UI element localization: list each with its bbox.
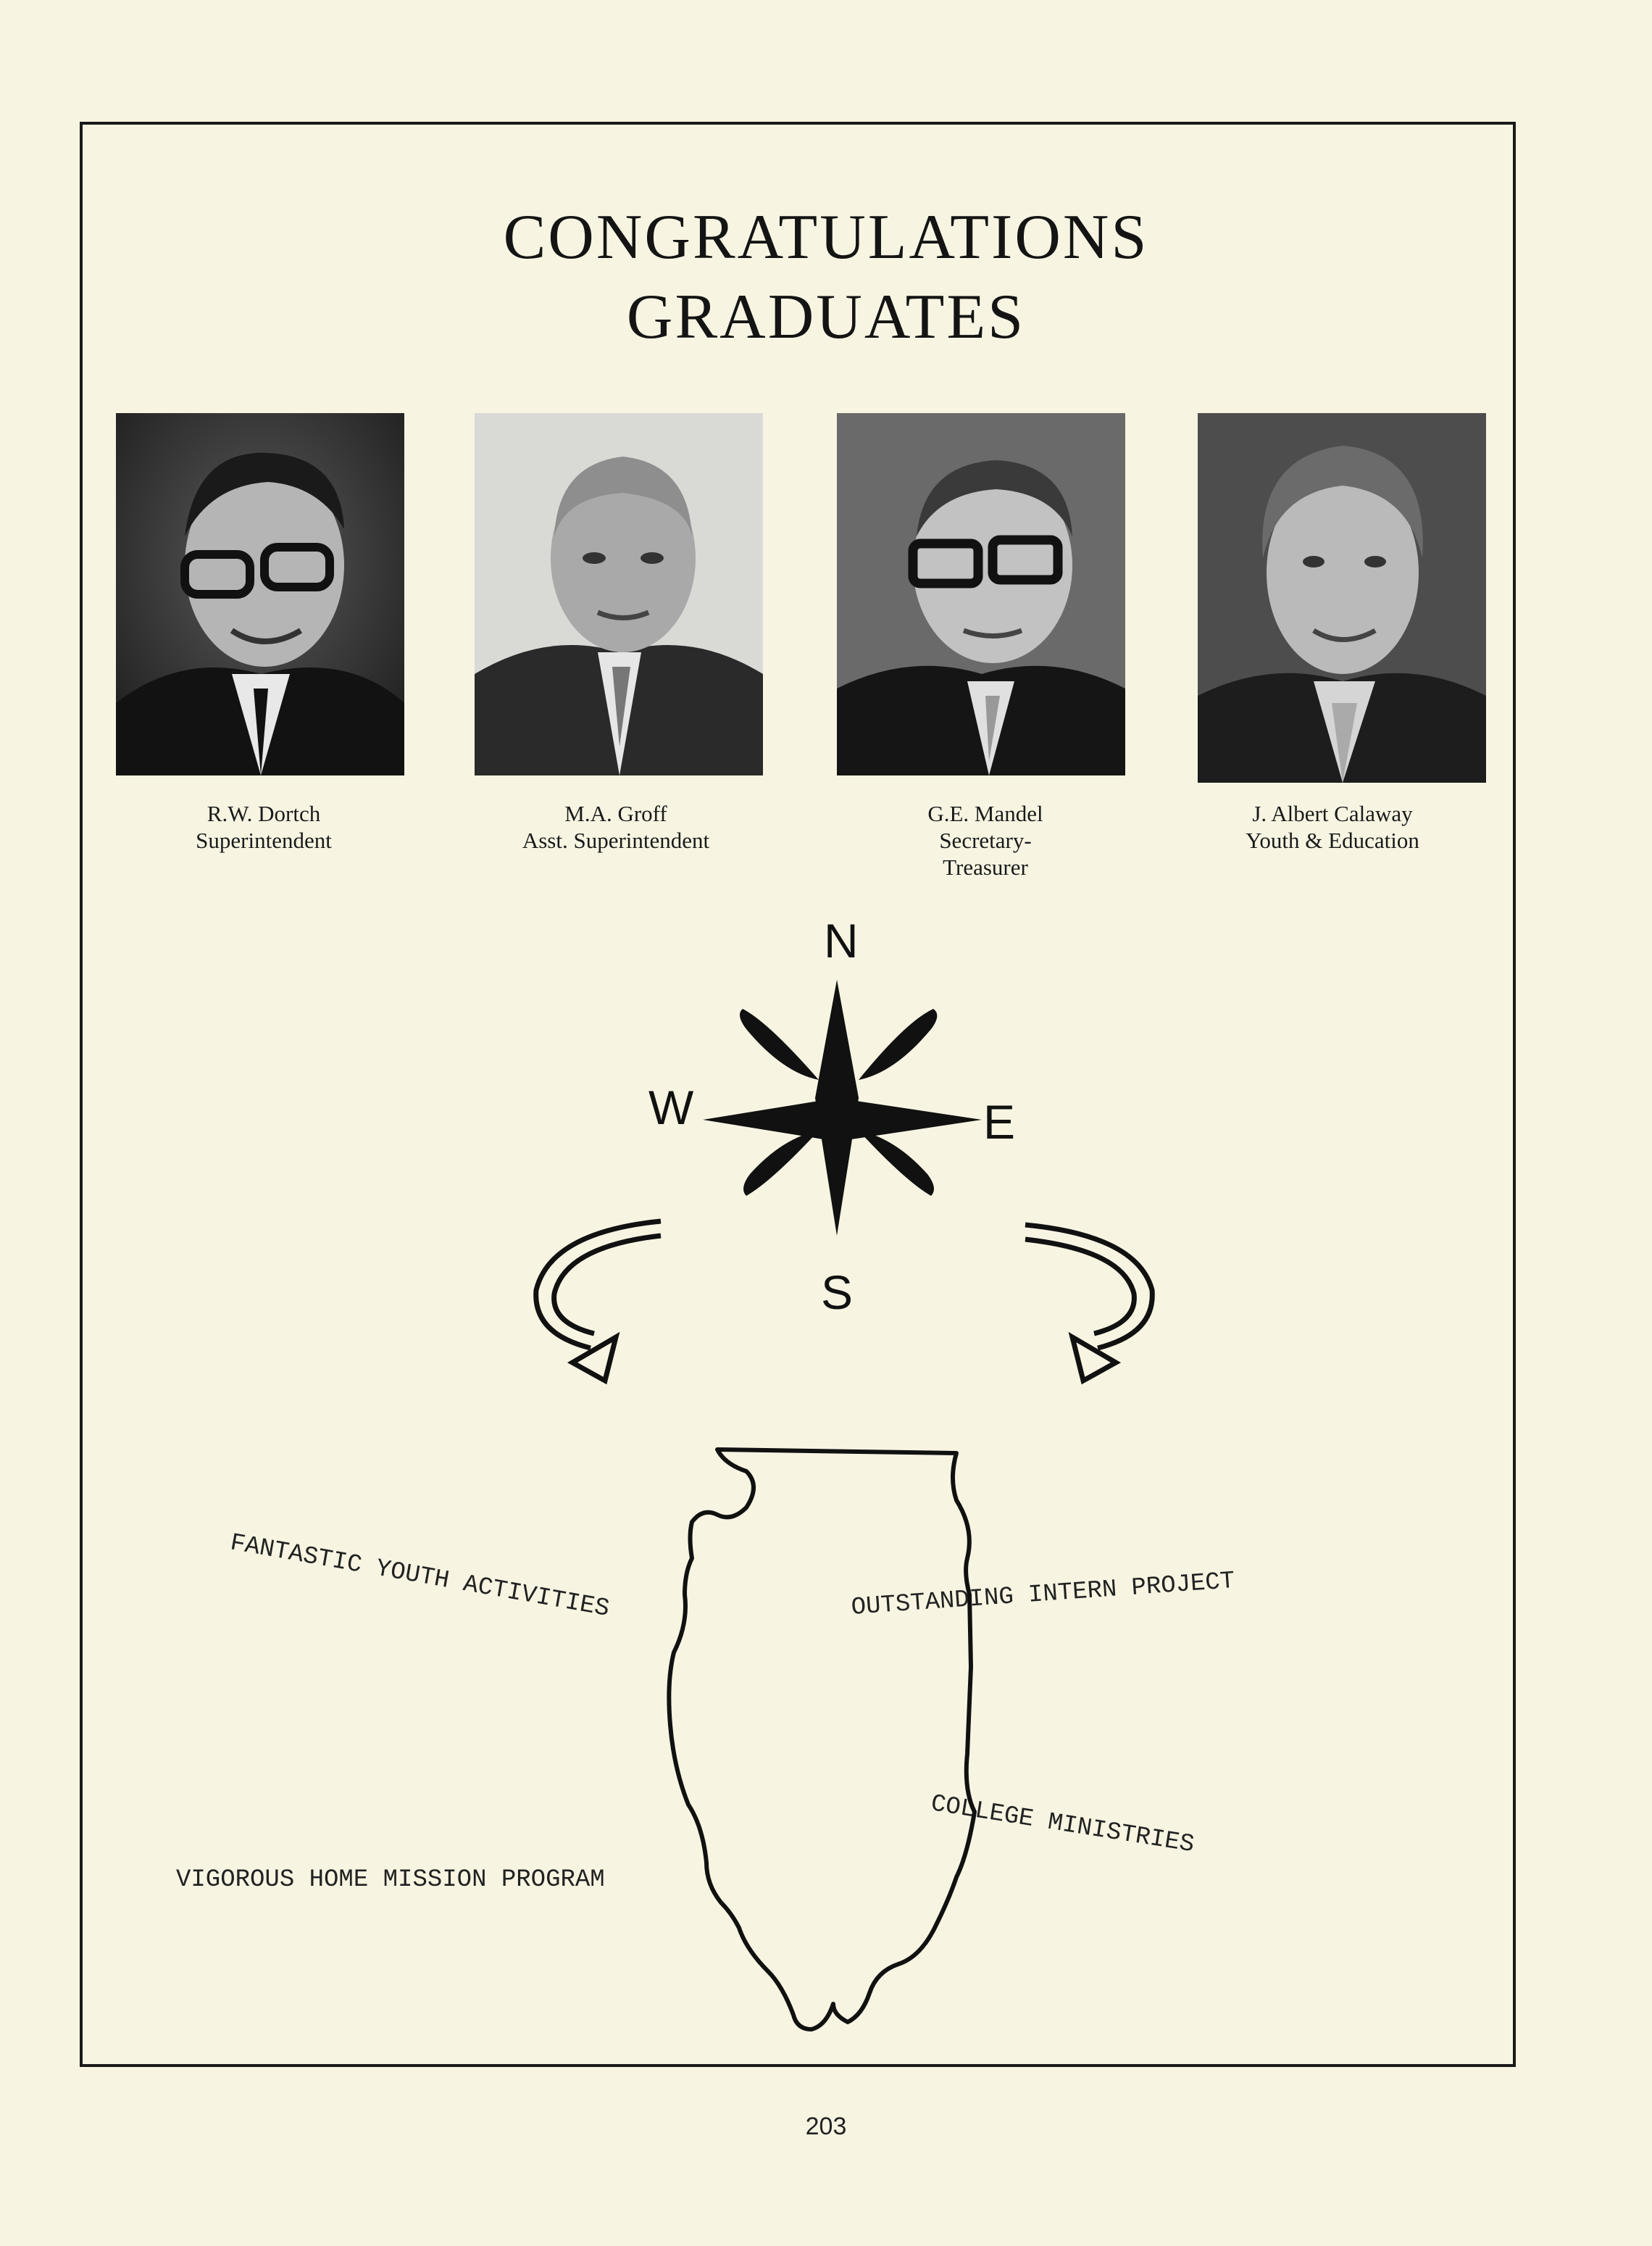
person-title: Asst. Superintendent <box>522 828 710 853</box>
person-title: Treasurer <box>943 854 1028 880</box>
caption-dortch <box>83 800 445 854</box>
compass-east-label: E <box>983 1095 1016 1149</box>
person-title: Youth & Education <box>1246 828 1419 853</box>
label-intern-project: OUTSTANDING INTERN PROJECT <box>850 1568 1236 1622</box>
label-home-mission: VIGOROUS HOME MISSION PROGRAM <box>176 1866 605 1894</box>
person-name: J. Albert Calaway <box>1252 801 1413 826</box>
title-line-2: GRADUATES <box>626 282 1026 352</box>
label-college-ministries: COLLEGE MINISTRIES <box>929 1790 1196 1860</box>
person-name: G.E. Mandel <box>927 801 1043 826</box>
compass-south-label: S <box>821 1265 854 1319</box>
label-youth-activities: FANTASTIC YOUTH ACTIVITIES <box>228 1529 612 1623</box>
portrait-calaway <box>1198 413 1486 783</box>
compass-west-label: W <box>648 1081 694 1134</box>
compass-north-label: N <box>824 914 859 968</box>
person-name: R.W. Dortch <box>206 801 321 826</box>
caption-mandel <box>804 800 1167 881</box>
person-name: M.A. Groff <box>564 801 667 826</box>
caption-calaway <box>1151 800 1514 854</box>
caption-groff <box>435 800 797 854</box>
portrait-groff <box>475 413 763 775</box>
portrait-mandel <box>837 413 1125 775</box>
page-number: 203 <box>805 2113 847 2140</box>
portrait-dortch <box>116 413 404 775</box>
person-title: Secretary- <box>939 828 1032 853</box>
person-title: Superintendent <box>196 828 332 853</box>
title-line-1: CONGRATULATIONS <box>503 202 1149 273</box>
